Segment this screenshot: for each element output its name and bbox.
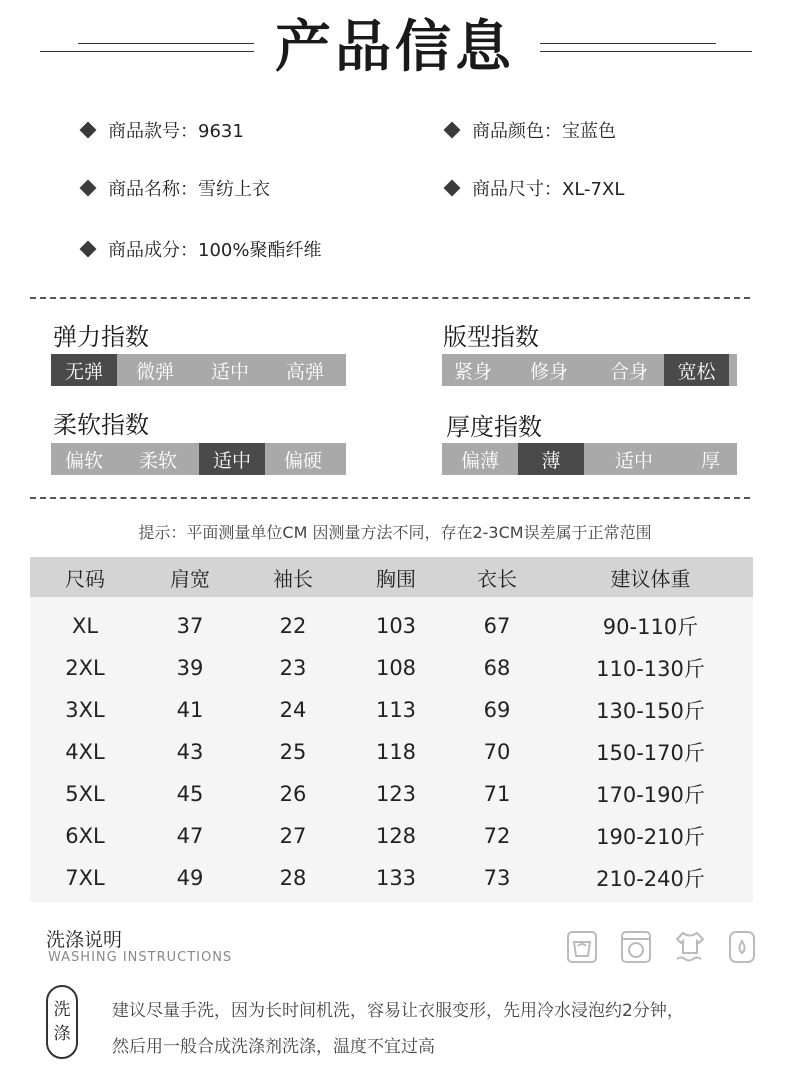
table-row bbox=[30, 605, 753, 647]
table-row bbox=[30, 815, 753, 857]
diamond-icon bbox=[444, 180, 461, 197]
cell-size: 2XL bbox=[65, 656, 105, 680]
elasticity-option: 微弹 bbox=[135, 360, 174, 383]
cell-shoulder: 37 bbox=[176, 614, 204, 638]
col-header-length: 衣长 bbox=[477, 566, 517, 591]
cell-shoulder: 41 bbox=[176, 698, 204, 722]
divider-middle bbox=[30, 497, 750, 499]
fit-title: 版型指数 bbox=[443, 323, 539, 351]
info-material: 商品成分：100%聚酯纤维 bbox=[82, 234, 321, 264]
thickness-option: 适中 bbox=[614, 449, 653, 472]
divider-top bbox=[30, 297, 750, 299]
softness-title: 柔软指数 bbox=[53, 411, 149, 439]
machine-wash-icon bbox=[620, 930, 652, 964]
table-row bbox=[30, 773, 753, 815]
diamond-icon bbox=[444, 122, 461, 139]
diamond-icon bbox=[80, 122, 97, 139]
washing-title: 洗涤说明 bbox=[46, 929, 123, 951]
cell-bust: 103 bbox=[375, 614, 417, 638]
cell-size: 4XL bbox=[65, 740, 105, 764]
cell-sleeve: 27 bbox=[279, 824, 307, 848]
elasticity-option: 高弹 bbox=[285, 360, 324, 383]
cell-sleeve: 22 bbox=[279, 614, 307, 638]
softness-option: 适中 bbox=[199, 443, 265, 475]
fit-bar bbox=[442, 354, 737, 386]
thickness-option: 薄 bbox=[518, 443, 584, 475]
info-name: 商品名称：雪纺上衣 bbox=[82, 173, 270, 203]
diamond-icon bbox=[80, 180, 97, 197]
cell-sleeve: 28 bbox=[279, 866, 307, 890]
cell-bust: 118 bbox=[375, 740, 417, 764]
cell-length: 69 bbox=[483, 698, 511, 722]
softness-option: 偏硬 bbox=[283, 449, 322, 472]
diamond-icon bbox=[80, 241, 97, 258]
cell-size: 5XL bbox=[65, 782, 105, 806]
fit-option: 紧身 bbox=[453, 360, 492, 383]
table-row bbox=[30, 647, 753, 689]
washing-text-line1: 建议尽量手洗，因为长时间机洗，容易让衣服变形，先用冷水浸泡约2分钟， bbox=[112, 1001, 684, 1021]
cell-length: 73 bbox=[483, 866, 511, 890]
badge-char-bottom: 涤 bbox=[53, 1024, 71, 1044]
elasticity-bar bbox=[51, 354, 346, 386]
cell-length: 70 bbox=[483, 740, 511, 764]
col-header-sleeve: 袖长 bbox=[273, 566, 313, 591]
cell-bust: 128 bbox=[375, 824, 417, 848]
softness-bar bbox=[51, 443, 346, 475]
cell-length: 72 bbox=[483, 824, 511, 848]
cell-sleeve: 24 bbox=[279, 698, 307, 722]
cell-length: 68 bbox=[483, 656, 511, 680]
thickness-title: 厚度指数 bbox=[446, 413, 542, 441]
measurement-tip: 提示：平面测量单位CM 因测量方法不同，存在2-3CM误差属于正常范围 bbox=[138, 523, 652, 542]
table-row bbox=[30, 731, 753, 773]
info-color: 商品颜色：宝蓝色 bbox=[446, 115, 616, 145]
fit-option: 修身 bbox=[529, 360, 568, 383]
cell-bust: 108 bbox=[375, 656, 417, 680]
washing-badge bbox=[46, 985, 78, 1059]
size-table-body bbox=[30, 597, 753, 902]
title-rule-right-bottom bbox=[540, 51, 752, 52]
cell-shoulder: 47 bbox=[176, 824, 204, 848]
cell-weight: 90-110斤 bbox=[602, 615, 699, 639]
info-style-no: 商品款号：9631 bbox=[82, 115, 244, 145]
cell-size: 3XL bbox=[65, 698, 105, 722]
cell-weight: 190-210斤 bbox=[596, 825, 705, 849]
cell-shoulder: 43 bbox=[176, 740, 204, 764]
cell-shoulder: 39 bbox=[176, 656, 204, 680]
cell-length: 67 bbox=[483, 614, 511, 638]
washing-subtitle: WASHING INSTRUCTIONS bbox=[48, 950, 233, 965]
col-header-shoulder: 肩宽 bbox=[170, 566, 210, 591]
thickness-option: 偏薄 bbox=[460, 449, 499, 472]
fit-option: 宽松 bbox=[664, 354, 729, 386]
col-header-weight: 建议体重 bbox=[610, 566, 691, 591]
table-row bbox=[30, 689, 753, 731]
fit-option: 合身 bbox=[609, 360, 648, 383]
softness-option: 柔软 bbox=[138, 449, 177, 472]
cell-size: 7XL bbox=[65, 866, 105, 890]
page-title: 产品信息 bbox=[275, 15, 515, 80]
cell-size: 6XL bbox=[65, 824, 105, 848]
hand-wash-icon bbox=[566, 930, 598, 964]
cell-shoulder: 49 bbox=[176, 866, 204, 890]
cell-weight: 150-170斤 bbox=[596, 741, 705, 765]
water-temp-icon bbox=[728, 930, 756, 964]
col-header-bust: 胸围 bbox=[376, 566, 416, 591]
col-header-size: 尺码 bbox=[65, 566, 105, 591]
thickness-option: 厚 bbox=[700, 449, 720, 472]
title-rule-right-top bbox=[540, 43, 716, 44]
cell-sleeve: 23 bbox=[279, 656, 307, 680]
softness-option: 偏软 bbox=[64, 449, 103, 472]
table-row bbox=[30, 857, 753, 899]
elasticity-option: 适中 bbox=[210, 360, 249, 383]
cell-bust: 133 bbox=[375, 866, 417, 890]
cell-bust: 113 bbox=[375, 698, 417, 722]
size-table-header bbox=[30, 557, 753, 597]
cell-weight: 110-130斤 bbox=[596, 657, 705, 681]
no-iron-icon bbox=[673, 929, 707, 965]
info-size: 商品尺寸：XL-7XL bbox=[446, 173, 624, 203]
cell-weight: 170-190斤 bbox=[596, 783, 705, 807]
washing-text-line2: 然后用一般合成洗涤剂洗涤，温度不宜过高 bbox=[112, 1037, 435, 1057]
cell-weight: 210-240斤 bbox=[596, 867, 705, 891]
elasticity-option: 无弹 bbox=[51, 354, 117, 386]
cell-sleeve: 26 bbox=[279, 782, 307, 806]
thickness-bar bbox=[442, 443, 737, 475]
cell-bust: 123 bbox=[375, 782, 417, 806]
badge-char-top: 洗 bbox=[53, 1000, 71, 1020]
cell-size: XL bbox=[71, 614, 99, 638]
elasticity-title: 弹力指数 bbox=[53, 323, 149, 351]
cell-shoulder: 45 bbox=[176, 782, 204, 806]
cell-weight: 130-150斤 bbox=[596, 699, 705, 723]
cell-sleeve: 25 bbox=[279, 740, 307, 764]
cell-length: 71 bbox=[483, 782, 511, 806]
